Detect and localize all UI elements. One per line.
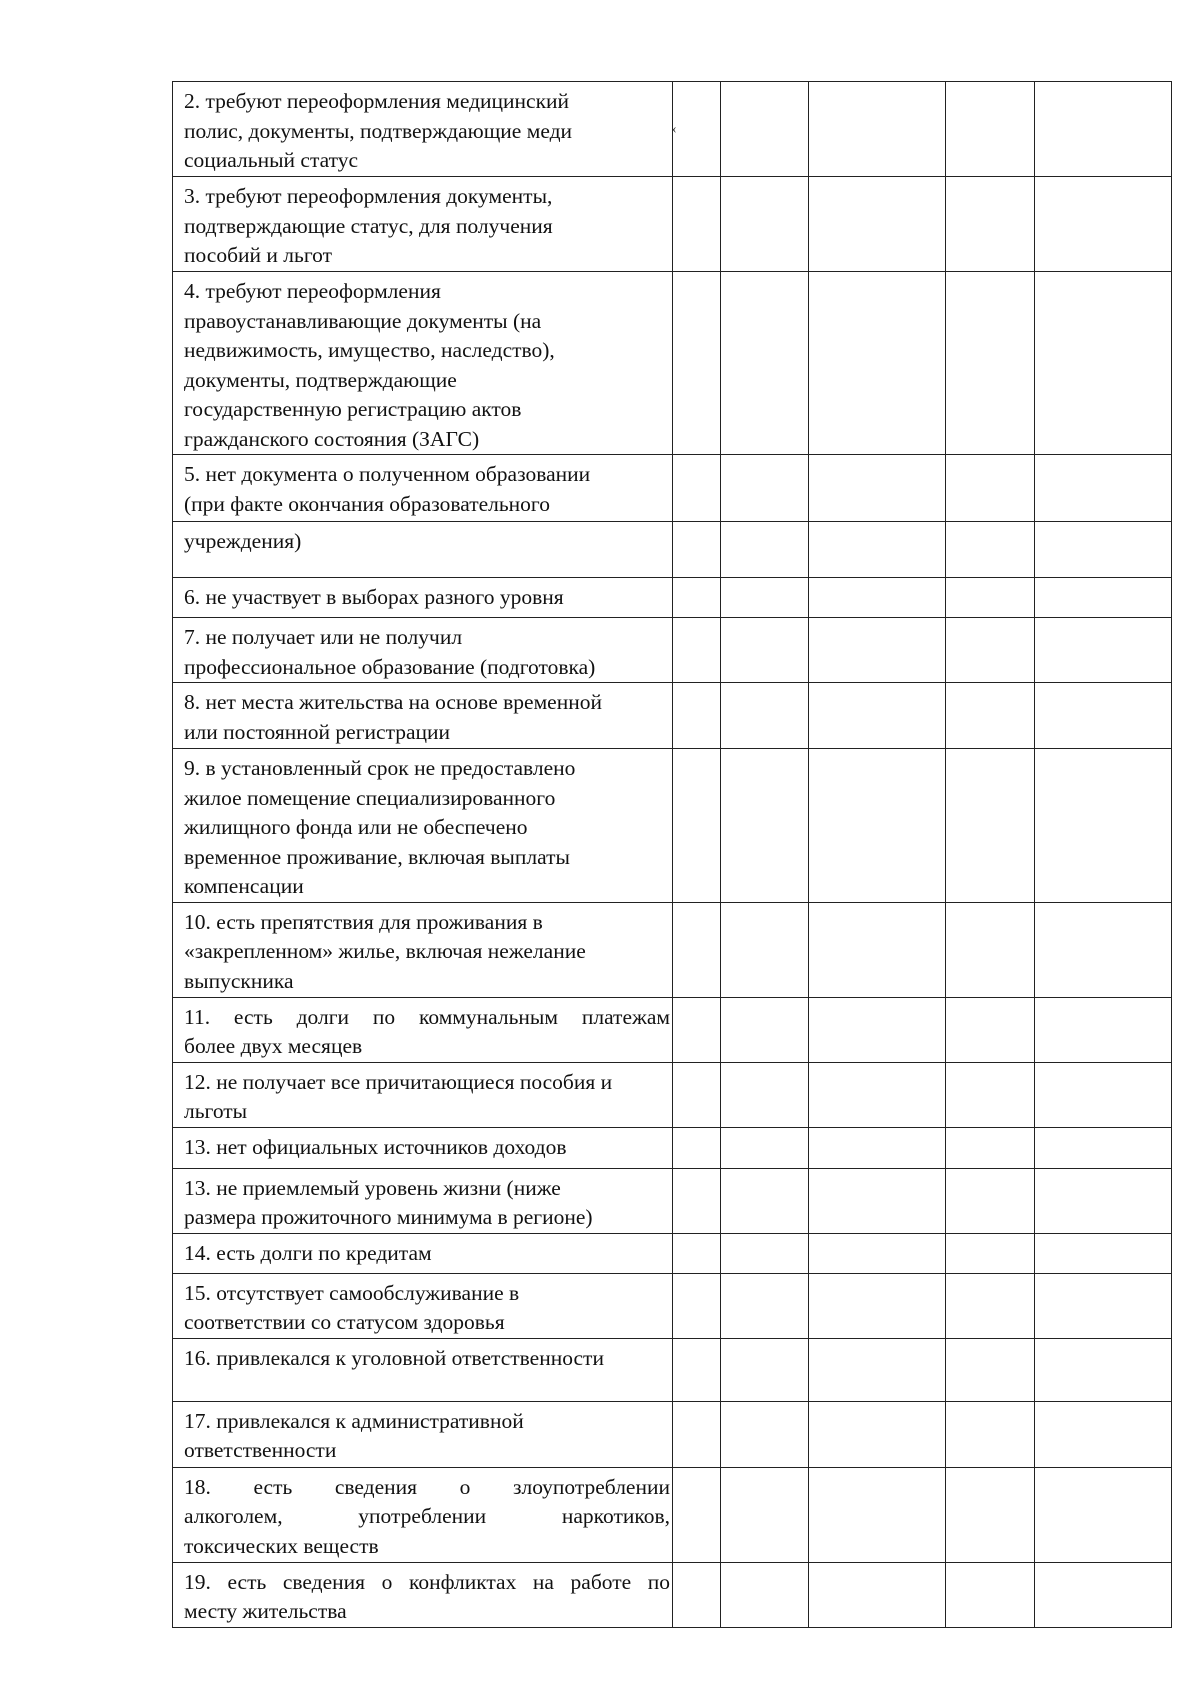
- answer-cell[interactable]: [809, 1168, 946, 1233]
- question-line: 17. привлекался к административной: [184, 1408, 524, 1433]
- table-row: [173, 1127, 1172, 1168]
- question-line: более двух месяцев: [184, 1034, 363, 1058]
- answer-cell[interactable]: [721, 1127, 809, 1168]
- answer-cell[interactable]: [673, 902, 721, 997]
- answer-cell[interactable]: [1035, 683, 1172, 749]
- question-line: 15. отсутствует самообслуживание в: [184, 1280, 520, 1305]
- answer-cell[interactable]: [673, 1467, 721, 1562]
- answer-cell[interactable]: [946, 82, 1035, 177]
- answer-cell[interactable]: [721, 455, 809, 522]
- question-line: подтверждающие статус, для получения: [184, 213, 553, 238]
- answer-cell[interactable]: [946, 618, 1035, 683]
- question-line: государственную регистрацию актов: [184, 397, 522, 421]
- question-cell: [173, 1233, 673, 1273]
- question-cell: [173, 578, 673, 618]
- answer-cell[interactable]: [1035, 578, 1172, 618]
- question-cell: [173, 1467, 673, 1562]
- question-line: 2. требуют переоформления медицинский: [184, 89, 570, 113]
- table-row: [173, 1401, 1172, 1467]
- answer-cell[interactable]: [946, 522, 1035, 578]
- answer-cell[interactable]: [673, 177, 721, 272]
- table-row: [173, 749, 1172, 903]
- answer-cell[interactable]: [721, 82, 809, 177]
- question-cell: [173, 1401, 673, 1467]
- answer-cell[interactable]: [673, 455, 721, 522]
- question-line: 12. не получает все причитающиеся пособия и: [184, 1069, 613, 1094]
- question-line: месту жительства: [184, 1599, 347, 1623]
- question-line: 4. требуют переоформления: [184, 279, 441, 303]
- answer-cell[interactable]: [946, 1562, 1035, 1627]
- answer-cell[interactable]: [809, 1467, 946, 1562]
- question-cell: [173, 1338, 673, 1401]
- answer-cell[interactable]: [946, 455, 1035, 522]
- answer-cell[interactable]: [1035, 455, 1172, 522]
- question-cell: [173, 522, 673, 578]
- answer-cell[interactable]: [1035, 1233, 1172, 1273]
- answer-cell[interactable]: [1035, 272, 1172, 455]
- assessment-table-body: [173, 82, 1172, 1628]
- answer-cell[interactable]: [673, 618, 721, 683]
- table-row: [173, 683, 1172, 749]
- answer-cell[interactable]: [809, 272, 946, 455]
- answer-cell[interactable]: [809, 1338, 946, 1401]
- stray-mark: ‹: [672, 122, 677, 137]
- answer-cell[interactable]: [721, 1273, 809, 1338]
- answer-cell[interactable]: [1035, 749, 1172, 903]
- answer-cell[interactable]: [946, 1127, 1035, 1168]
- answer-cell[interactable]: [809, 1233, 946, 1273]
- answer-cell[interactable]: [946, 1467, 1035, 1562]
- question-cell: [173, 1168, 673, 1233]
- question-line: профессиональное образование (подготовка): [184, 654, 596, 679]
- answer-cell[interactable]: [946, 902, 1035, 997]
- answer-cell[interactable]: [1035, 997, 1172, 1062]
- question-cell: [173, 749, 673, 903]
- question-cell: [173, 1562, 673, 1627]
- table-row: [173, 1467, 1172, 1562]
- question-line: 8. нет места жительства на основе временной: [184, 690, 602, 714]
- question-cell: [173, 82, 673, 177]
- answer-cell[interactable]: [946, 1338, 1035, 1401]
- assessment-table: [172, 81, 1172, 1628]
- table-row: [173, 177, 1172, 272]
- answer-cell[interactable]: [673, 749, 721, 903]
- question-line: 11. есть долги по коммунальным платежам: [184, 1004, 670, 1029]
- question-line: 13. нет официальных источников доходов: [184, 1134, 567, 1159]
- question-line: размера прожиточного минимума в регионе): [184, 1205, 593, 1229]
- question-line: жилищного фонда или не обеспечено: [184, 815, 528, 839]
- answer-cell[interactable]: [809, 902, 946, 997]
- answer-cell[interactable]: [673, 1273, 721, 1338]
- answer-cell[interactable]: [721, 1401, 809, 1467]
- table-row: [173, 578, 1172, 618]
- question-line: 19. есть сведения о конфликтах на работе по: [184, 1569, 670, 1594]
- answer-cell[interactable]: [673, 1062, 721, 1127]
- answer-cell[interactable]: [946, 1233, 1035, 1273]
- answer-cell[interactable]: [946, 272, 1035, 455]
- answer-cell[interactable]: [721, 272, 809, 455]
- answer-cell[interactable]: [1035, 902, 1172, 997]
- answer-cell[interactable]: [1035, 1127, 1172, 1168]
- answer-cell[interactable]: [946, 1401, 1035, 1467]
- question-cell: [173, 1062, 673, 1127]
- table-row: [173, 1168, 1172, 1233]
- question-line: выпускника: [184, 968, 294, 993]
- answer-cell[interactable]: [721, 1233, 809, 1273]
- question-line: 18. есть сведения о злоупотреблении: [184, 1474, 670, 1499]
- question-line: 9. в установленный срок не предоставлено: [184, 756, 576, 780]
- answer-cell[interactable]: [673, 1233, 721, 1273]
- answer-cell[interactable]: [809, 997, 946, 1062]
- question-line: алкоголем, употреблении наркотиков,: [184, 1504, 670, 1528]
- answer-cell[interactable]: [946, 578, 1035, 618]
- answer-cell[interactable]: [809, 1062, 946, 1127]
- answer-cell[interactable]: [673, 82, 721, 177]
- answer-cell[interactable]: [673, 1562, 721, 1627]
- table-row: [173, 455, 1172, 522]
- table-row: [173, 272, 1172, 455]
- table-row: [173, 1233, 1172, 1273]
- answer-cell[interactable]: [673, 1168, 721, 1233]
- question-line: (при факте окончания образовательного: [184, 491, 550, 516]
- question-cell: [173, 455, 673, 522]
- answer-cell[interactable]: [721, 1338, 809, 1401]
- answer-cell[interactable]: [673, 1127, 721, 1168]
- answer-cell[interactable]: [946, 1273, 1035, 1338]
- answer-cell[interactable]: [809, 1401, 946, 1467]
- answer-cell[interactable]: [721, 749, 809, 903]
- question-line: полис, документы, подтверждающие меди: [184, 118, 573, 143]
- answer-cell[interactable]: [721, 578, 809, 618]
- answer-cell[interactable]: [673, 272, 721, 455]
- answer-cell[interactable]: [809, 1127, 946, 1168]
- question-line: компенсации: [184, 874, 304, 898]
- answer-cell[interactable]: [721, 1062, 809, 1127]
- answer-cell[interactable]: [673, 1338, 721, 1401]
- question-line: учреждения): [184, 529, 302, 553]
- answer-cell[interactable]: [946, 749, 1035, 903]
- question-line: недвижимость, имущество, наследство),: [184, 338, 555, 362]
- question-line: ответственности: [184, 1438, 337, 1462]
- answer-cell[interactable]: [809, 82, 946, 177]
- table-row: [173, 997, 1172, 1062]
- question-line: 14. есть долги по кредитам: [184, 1240, 432, 1265]
- question-cell: [173, 1273, 673, 1338]
- answer-cell[interactable]: [1035, 177, 1172, 272]
- table-row: [173, 1338, 1172, 1401]
- answer-cell[interactable]: [721, 1467, 809, 1562]
- question-line: соответствии со статусом здоровья: [184, 1310, 505, 1334]
- table-row: [173, 1562, 1172, 1627]
- answer-cell[interactable]: [946, 1062, 1035, 1127]
- question-line: 3. требуют переоформления документы,: [184, 184, 553, 208]
- answer-cell[interactable]: [1035, 1467, 1172, 1562]
- answer-cell[interactable]: [946, 997, 1035, 1062]
- answer-cell[interactable]: [1035, 1168, 1172, 1233]
- answer-cell[interactable]: [721, 618, 809, 683]
- question-line: льготы: [184, 1099, 248, 1123]
- question-line: правоустанавливающие документы (на: [184, 308, 542, 333]
- answer-cell[interactable]: [673, 1401, 721, 1467]
- question-cell: [173, 618, 673, 683]
- table-row: [173, 522, 1172, 578]
- answer-cell[interactable]: [809, 455, 946, 522]
- question-line: 13. не приемлемый уровень жизни (ниже: [184, 1175, 561, 1200]
- answer-cell[interactable]: [1035, 522, 1172, 578]
- table-row: [173, 82, 1172, 177]
- answer-cell[interactable]: [1035, 618, 1172, 683]
- question-cell: [173, 1127, 673, 1168]
- answer-cell[interactable]: [1035, 1062, 1172, 1127]
- answer-cell[interactable]: [1035, 82, 1172, 177]
- answer-cell[interactable]: [673, 522, 721, 578]
- question-line: 16. привлекался к уголовной ответственности: [184, 1345, 604, 1370]
- question-line: или постоянной регистрации: [184, 719, 451, 744]
- table-row: [173, 1062, 1172, 1127]
- answer-cell[interactable]: [721, 1562, 809, 1627]
- answer-cell[interactable]: [946, 1168, 1035, 1233]
- answer-cell[interactable]: [809, 522, 946, 578]
- table-row: [173, 902, 1172, 997]
- answer-cell[interactable]: [809, 749, 946, 903]
- table-row: [173, 618, 1172, 683]
- answer-cell[interactable]: [673, 578, 721, 618]
- answer-cell[interactable]: [721, 902, 809, 997]
- question-cell: [173, 177, 673, 272]
- answer-cell[interactable]: [673, 997, 721, 1062]
- answer-cell[interactable]: [809, 683, 946, 749]
- answer-cell[interactable]: [809, 177, 946, 272]
- question-line: жилое помещение специализированного: [184, 785, 556, 810]
- table-row: [173, 1273, 1172, 1338]
- answer-cell[interactable]: [809, 1273, 946, 1338]
- question-cell: [173, 683, 673, 749]
- answer-cell[interactable]: [721, 522, 809, 578]
- answer-cell[interactable]: [809, 618, 946, 683]
- question-line: токсических веществ: [184, 1533, 379, 1558]
- question-line: 5. нет документа о полученном образовании: [184, 462, 591, 486]
- answer-cell[interactable]: [809, 1562, 946, 1627]
- answer-cell[interactable]: [946, 683, 1035, 749]
- answer-cell[interactable]: [1035, 1338, 1172, 1401]
- answer-cell[interactable]: [1035, 1273, 1172, 1338]
- answer-cell[interactable]: [721, 1168, 809, 1233]
- question-line: 10. есть препятствия для проживания в: [184, 909, 543, 934]
- question-line: 7. не получает или не получил: [184, 625, 463, 649]
- answer-cell[interactable]: [721, 997, 809, 1062]
- answer-cell[interactable]: [1035, 1562, 1172, 1627]
- question-line: социальный статус: [184, 148, 358, 172]
- question-line: «закрепленном» жилье, включая нежелание: [184, 939, 586, 963]
- answer-cell[interactable]: [946, 177, 1035, 272]
- question-cell: [173, 272, 673, 455]
- question-cell: [173, 997, 673, 1062]
- question-line: документы, подтверждающие: [184, 367, 457, 392]
- answer-cell[interactable]: [809, 578, 946, 618]
- answer-cell[interactable]: [721, 683, 809, 749]
- answer-cell[interactable]: [1035, 1401, 1172, 1467]
- question-line: временное проживание, включая выплаты: [184, 844, 570, 869]
- answer-cell[interactable]: [721, 177, 809, 272]
- question-cell: [173, 902, 673, 997]
- answer-cell[interactable]: [673, 683, 721, 749]
- question-line: 6. не участвует в выборах разного уровня: [184, 585, 564, 609]
- question-line: гражданского состояния (ЗАГС): [184, 426, 480, 451]
- question-line: пособий и льгот: [184, 243, 332, 267]
